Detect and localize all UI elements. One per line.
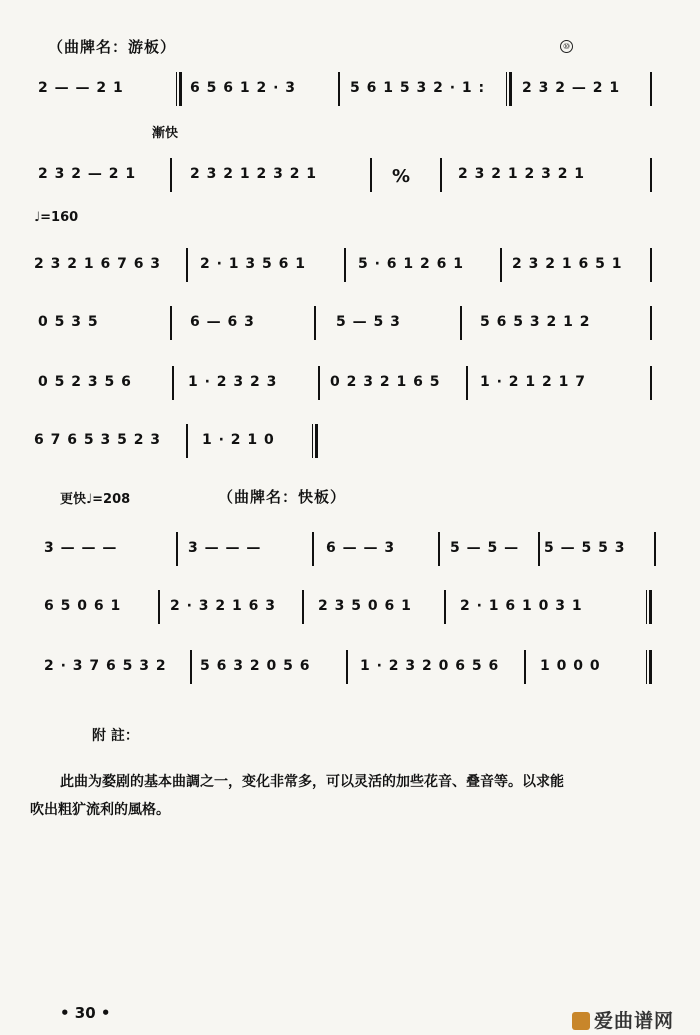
repeat-end [506,72,512,106]
score-row-1 [30,80,660,114]
barline [466,366,468,400]
notes: 5 6 3 2 0 5 6 [200,658,311,674]
barline [346,650,348,684]
notes-title: 附 註： [92,728,139,744]
barline [314,306,316,340]
page-number: • 30 • [60,1004,111,1022]
barline [650,366,652,400]
notes: 2 3 2 — 2 1 [522,80,621,96]
notes: 2 3 2 1 2 3 2 1 [190,166,318,182]
barline [650,306,652,340]
notes-text-line2: 吹出粗犷流利的風格。 [30,802,170,818]
notes: 2 · 1 3 5 6 1 [200,256,307,272]
notes: 1 · 2 1 2 1 7 [480,374,587,390]
notes: 2 · 3 2 1 6 3 [170,598,277,614]
notes: 1 · 2 3 2 3 [188,374,278,390]
barline [438,532,440,566]
notes: 1 · 2 1 0 [202,432,275,448]
music-note-icon [572,1012,590,1030]
final-barline [646,650,652,684]
barline [460,306,462,340]
barline [190,650,192,684]
score-row-7 [30,540,660,574]
circled-mark: ⑩ [560,34,573,53]
score-row-4 [30,314,660,348]
notes: 0 2 3 2 1 6 5 [330,374,441,390]
score-row-9 [30,658,660,692]
barline [172,366,174,400]
barline [650,72,652,106]
barline [176,532,178,566]
tempo-160: ♩=160 [34,210,79,225]
notes: 2 — — 2 1 [38,80,124,96]
section-title-kuaiban: （曲牌名：快板） [218,488,347,506]
notes: 6 — 6 3 [190,314,255,330]
score-row-3 [30,256,660,290]
notes: 6 5 6 1 2 · 3 [190,80,297,96]
tempo-208: 更快♩=208 [60,492,131,507]
score-row-2 [30,166,660,200]
notes: 5 6 1 5 3 2 · 1 : [350,80,486,96]
section-title-youban: （曲牌名：游板） [48,38,177,56]
notes: 5 — 5 3 [336,314,401,330]
notes: 6 — — 3 [326,540,396,556]
barline [312,532,314,566]
barline [500,248,502,282]
barline [170,306,172,340]
score-row-8 [30,598,660,632]
double-barline [646,590,652,624]
notes-text-line1: 此曲为婺剧的基本曲調之一，变化非常多，可以灵活的加些花音、叠音等。以求能 [60,774,564,790]
score-row-5 [30,374,660,408]
score-row-6 [30,432,660,466]
notes: 2 · 3 7 6 5 3 2 [44,658,167,674]
notes: 3 — — — [44,540,118,556]
barline [170,158,172,192]
final-barline [312,424,318,458]
notes: 2 3 5 0 6 1 [318,598,412,614]
notes: 0 5 2 3 5 6 [38,374,132,390]
notes: 2 · 1 6 1 0 3 1 [460,598,583,614]
barline [318,366,320,400]
tempo-accel: 漸快 [152,126,179,141]
barline [650,158,652,192]
barline [344,248,346,282]
repeat-start [176,72,182,106]
notes: 2 3 2 1 2 3 2 1 [458,166,586,182]
notes: 0 5 3 5 [38,314,99,330]
barline [370,158,372,192]
barline [186,248,188,282]
site-watermark: 爱曲谱网 [572,1006,674,1033]
barline [186,424,188,458]
notes: 2 3 2 1 6 5 1 [512,256,623,272]
notes: 5 6 5 3 2 1 2 [480,314,591,330]
barline [650,248,652,282]
notes: 2 3 2 — 2 1 [38,166,137,182]
notes: 1 · 2 3 2 0 6 5 6 [360,658,500,674]
notes: 3 — — — [188,540,262,556]
notes: 6 5 0 6 1 [44,598,122,614]
notes: 2 3 2 1 6 7 6 3 [34,256,162,272]
notes: 6 7 6 5 3 5 2 3 [34,432,162,448]
notes: 1 0 0 0 [540,658,601,674]
barline [524,650,526,684]
barline [158,590,160,624]
barline [440,158,442,192]
barline [444,590,446,624]
repeat-measure-sign: % [392,166,412,187]
barline [302,590,304,624]
barline [338,72,340,106]
barline [538,532,540,566]
notes: 5 — 5 — [450,540,520,556]
barline [654,532,656,566]
notes: 5 — 5 5 3 [544,540,626,556]
notes: 5 · 6 1 2 6 1 [358,256,465,272]
